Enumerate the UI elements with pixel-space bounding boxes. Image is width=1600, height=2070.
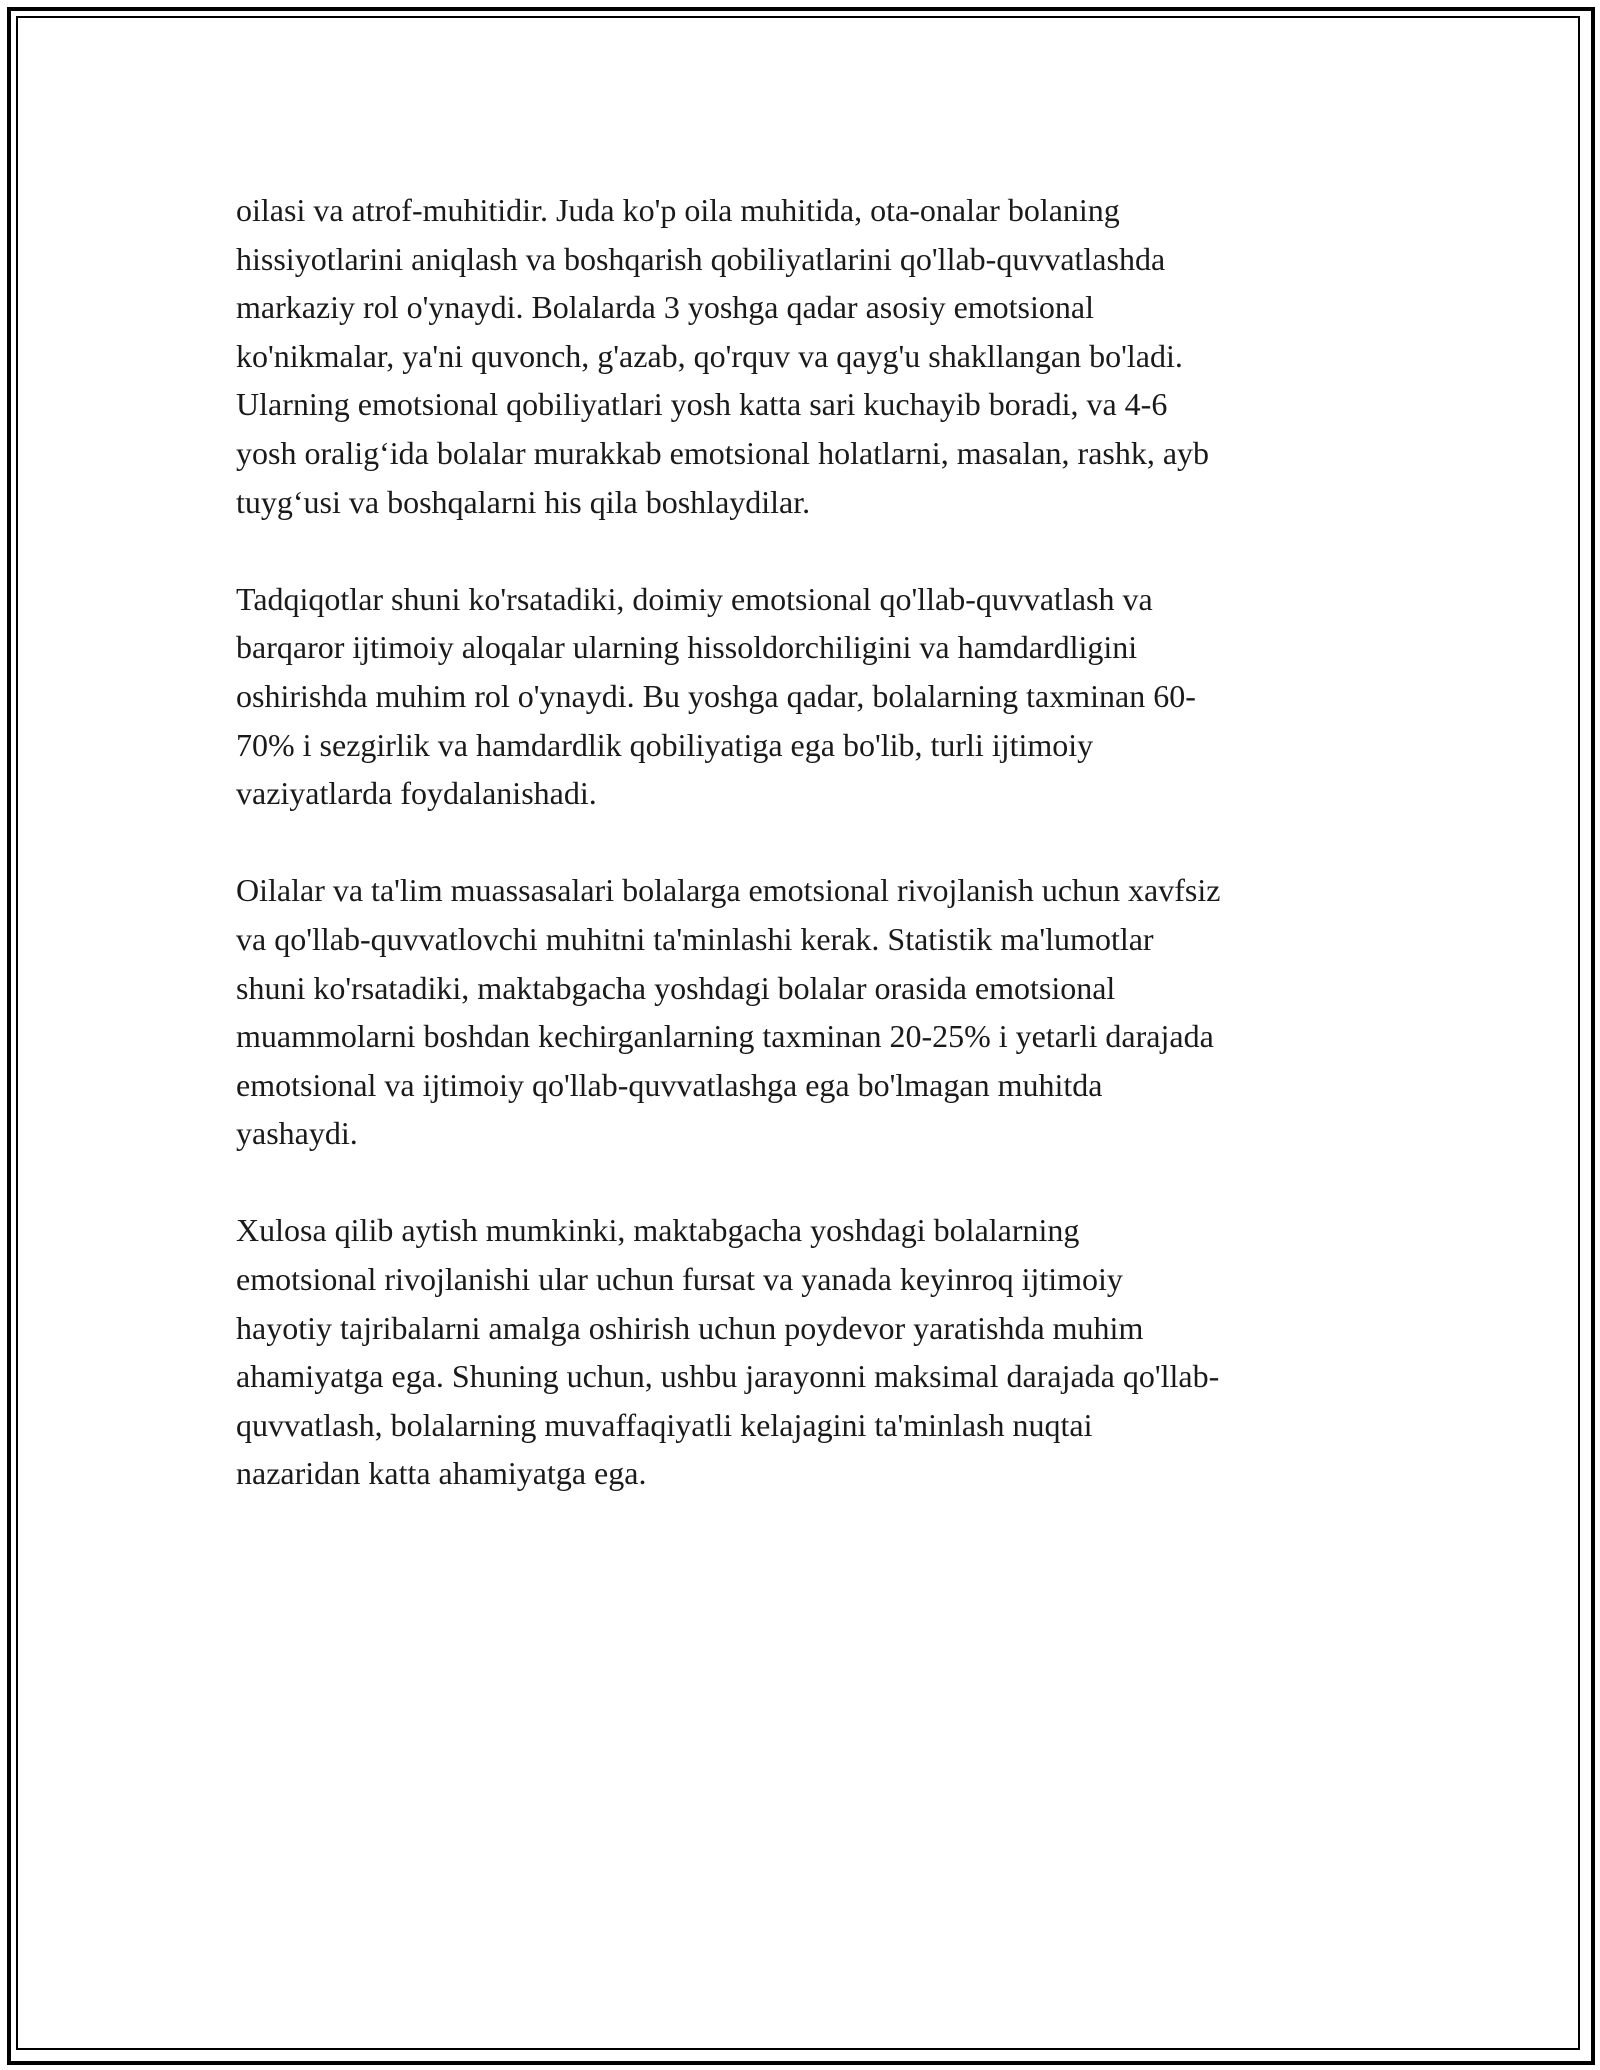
text-line: va qo'llab-quvvatlovchi muhitni ta'minlashi kerak. Statistik ma'lumotlar (236, 920, 1154, 957)
paragraph-4 (236, 1206, 1376, 1498)
text-line: emotsional rivojlanishi ular uchun fursat va yanada keyinroq ijtimoiy (236, 1261, 1123, 1298)
text-line: yashaydi. (236, 1115, 358, 1152)
text-line: 70% i sezgirlik va hamdardlik qobiliyatiga ega bo'lib, turli ijtimoiy (236, 726, 1094, 763)
text-line: muammolarni boshdan kechirganlarning taxminan 20-25% i yetarli darajada (236, 1018, 1214, 1055)
text-line: Tadqiqotlar shuni ko'rsatadiki, doimiy emotsional qo'llab-quvvatlash va (236, 580, 1153, 617)
paragraph-2 (236, 575, 1376, 818)
text-line: quvvatlash, bolalarning muvaffaqiyatli kelajagini ta'minlash nuqtai (236, 1406, 1093, 1443)
text-line: Xulosa qilib aytish mumkinki, maktabgacha yoshdagi bolalarning (236, 1212, 1080, 1249)
document-body (236, 186, 1376, 1498)
text-line: Ularning emotsional qobiliyatlari yosh katta sari kuchayib boradi, va 4-6 (236, 386, 1168, 423)
text-line: barqaror ijtimoiy aloqalar ularning hissoldorchiligini va hamdardligini (236, 629, 1138, 666)
text-line: hissiyotlarini aniqlash va boshqarish qobiliyatlarini qo'llab-quvvatlashda (236, 240, 1166, 277)
text-line: markaziy rol o'ynaydi. Bolalarda 3 yoshga qadar asosiy emotsional (236, 289, 1094, 326)
text-line: nazaridan katta ahamiyatga ega. (236, 1455, 647, 1492)
text-line: hayotiy tajribalarni amalga oshirish uchun poydevor yaratishda muhim (236, 1309, 1144, 1346)
text-line: yosh oralig‘ida bolalar murakkab emotsional holatlarni, masalan, rashk, ayb (236, 434, 1210, 471)
paragraph-1 (236, 186, 1376, 526)
text-line: vaziyatlarda foydalanishadi. (236, 775, 597, 812)
text-line: oilasi va atrof-muhitidir. Juda ko'p oila muhitida, ota-onalar bolaning (236, 192, 1120, 228)
text-line: shuni ko'rsatadiki, maktabgacha yoshdagi bolalar orasida emotsional (236, 969, 1116, 1006)
text-line: tuyg‘usi va boshqalarni his qila boshlaydilar. (236, 483, 811, 520)
text-line: ko'nikmalar, ya'ni quvonch, g'azab, qo'rquv va qayg'u shakllangan bo'ladi. (236, 337, 1183, 374)
text-line: emotsional va ijtimoiy qo'llab-quvvatlashga ega bo'lmagan muhitda (236, 1066, 1103, 1103)
text-line: Oilalar va ta'lim muassasalari bolalarga emotsional rivojlanish uchun xavfsiz (236, 872, 1221, 909)
text-line: ahamiyatga ega. Shuning uchun, ushbu jarayonni maksimal darajada qo'llab- (236, 1358, 1220, 1395)
text-line: oshirishda muhim rol o'ynaydi. Bu yoshga qadar, bolalarning taxminan 60- (236, 677, 1196, 714)
paragraph-3 (236, 866, 1376, 1158)
